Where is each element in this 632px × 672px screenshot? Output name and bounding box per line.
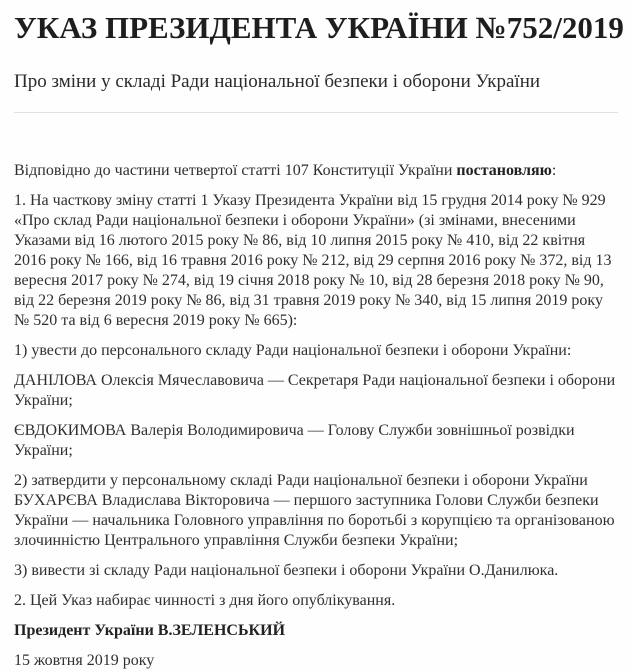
- decree-body: [14, 161, 618, 671]
- paragraph-item-3-remove-danyliuk: 3) вивести зі складу Ради національної безпеки і оборони України О.Данилюка.: [14, 562, 559, 579]
- paragraph-entry-into-force: 2. Цей Указ набирає чинності з дня його опублікування.: [14, 592, 396, 609]
- intro-paragraph: [14, 161, 618, 181]
- header-divider: [14, 112, 618, 113]
- paragraph-item-1-add: 1) увести до персонального складу Ради національної безпеки і оборони України:: [14, 342, 572, 359]
- intro-prefix-text: Відповідно до частини четвертої статті 107 Конституції України: [14, 162, 457, 179]
- paragraph-amendment-list: 1. На часткову зміну статті 1 Указу Президента України від 15 грудня 2014 року № 929 «Про склад Ради національної безпеки і оборони України» (зі змінами, внесеними Указами від 16 лютого 2015 року № 86, від 10 липня 2015 року № 410, від 22 квітня 2016 року № 166, від 16 травня 2016 року № 212, від 29 серпня 2016 року № 372, від 13 вересня 2017 року № 274, від 19 січня 2018 року № 10, від 28 березня 2018 року № 90, від 22 березня 2019 року № 86, від 31 травня 2019 року № 340, від 15 липня 2019 року № 520 та від 6 вересня 2019 року № 665):: [14, 192, 612, 329]
- decree-date: 15 жовтня 2019 року: [14, 652, 155, 669]
- decree-subtitle: Про зміни у складі Ради національної безпеки і оборони України: [14, 71, 541, 92]
- paragraph-yevdokymov: ЄВДОКИМОВА Валерія Володимировича — Голову Служби зовнішньої розвідки України;: [14, 422, 575, 459]
- president-signature: Президент України В.ЗЕЛЕНСЬКИЙ: [14, 622, 286, 639]
- decree-title: УКАЗ ПРЕЗИДЕНТА УКРАЇНИ №752/2019: [14, 10, 624, 45]
- paragraph-danilov: ДАНІЛОВА Олексія Мячеславовича — Секретаря Ради національної безпеки і оборони України;: [14, 372, 616, 409]
- paragraph-item-2-confirm-bukharev: 2) затвердити у персональному складі Ради національної безпеки і оборони України БУХАРЄВА Владислава Вікторовича — першого заступника Голови Служби безпеки України — начальника Головного управління по боротьбі з корупцією та організованою злочинністю Центрального управління Служби безпеки України;: [14, 472, 615, 549]
- intro-bold-verb: постановляю: [456, 162, 552, 179]
- intro-suffix-text: :: [551, 162, 557, 179]
